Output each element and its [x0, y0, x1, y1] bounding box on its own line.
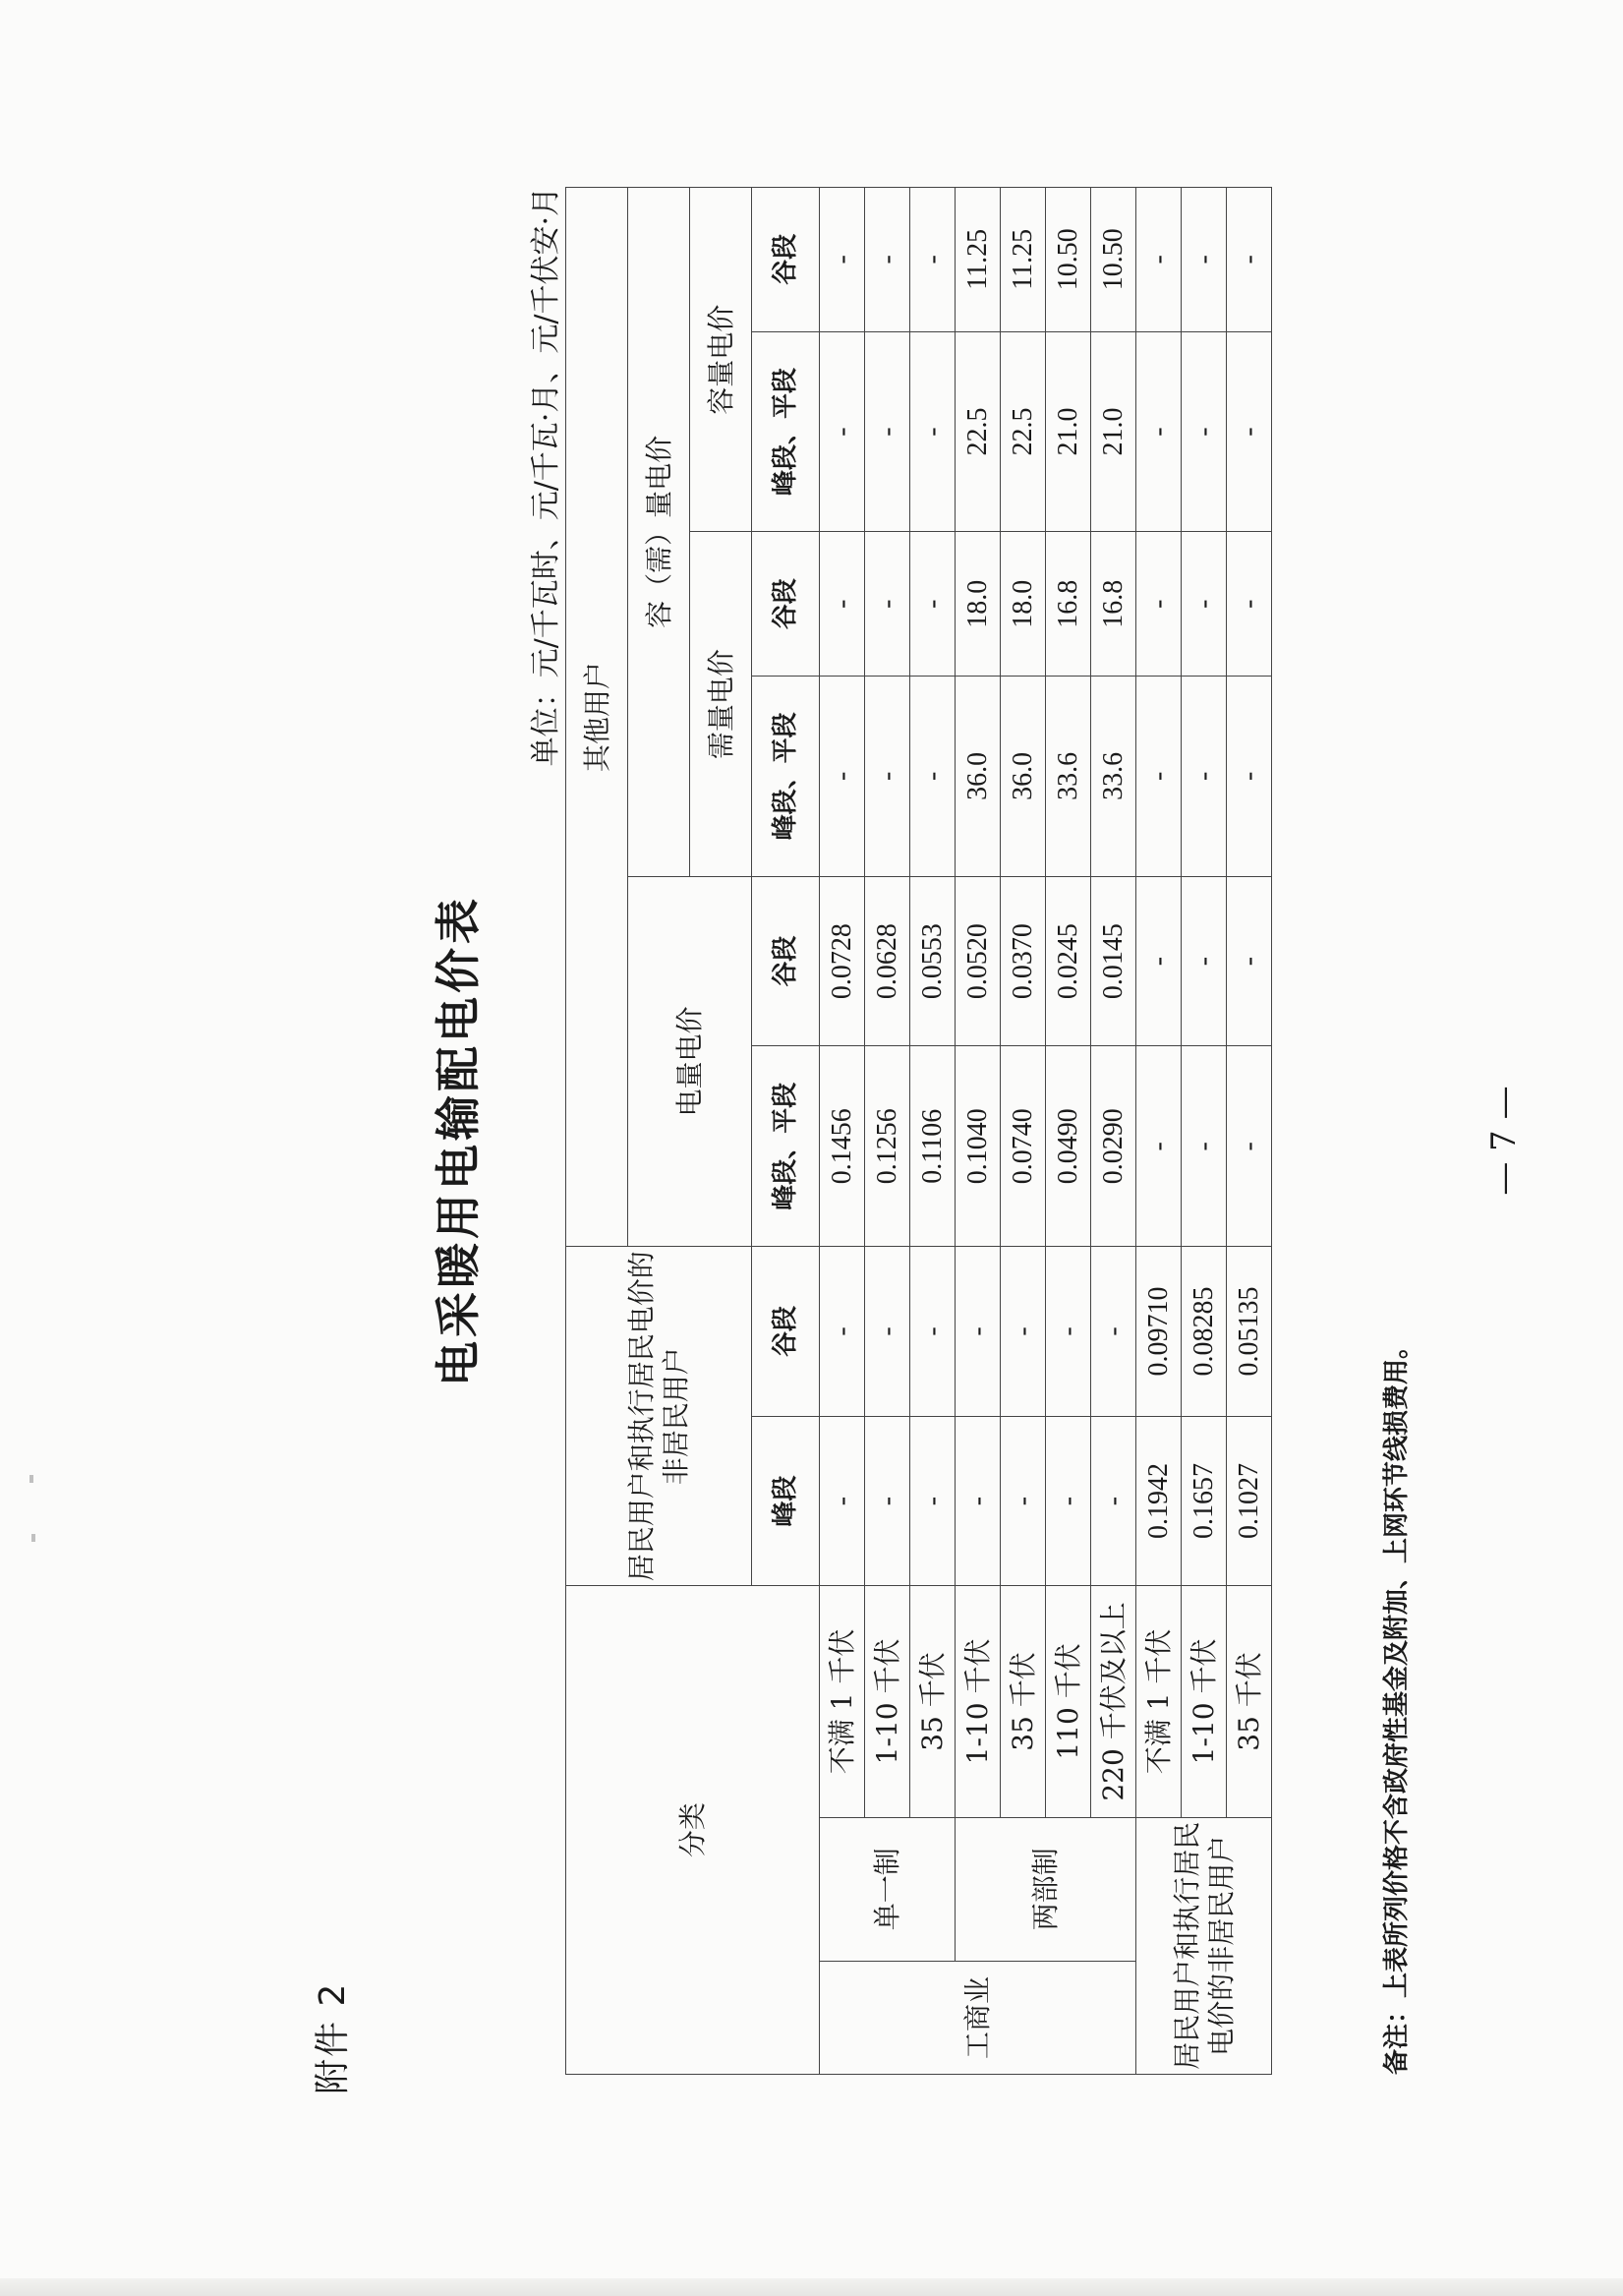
- value-cell-res-valley: -: [910, 1247, 956, 1417]
- value-cell-res-peak: 0.1027: [1227, 1416, 1272, 1586]
- value-cell-res-valley: 0.08285: [1182, 1247, 1227, 1417]
- sub-capacity-peak-flat: 峰段、平段: [752, 331, 820, 532]
- group-industry: 工商业: [820, 1961, 1136, 2074]
- voltage-cell: 35 千伏: [1001, 1586, 1046, 1817]
- attachment-label: 附件 2: [313, 1981, 353, 2094]
- value-cell-c-valley: -: [865, 188, 910, 332]
- value-cell-e-valley: 0.0520: [956, 876, 1001, 1046]
- page-title: 电采暖用电输配电价表: [432, 895, 485, 1386]
- value-cell-d-valley: -: [820, 532, 865, 676]
- value-cell-c-valley: -: [910, 188, 956, 332]
- value-cell-e-valley: -: [1136, 876, 1182, 1046]
- value-cell-d-valley: -: [1136, 532, 1182, 676]
- table-row: [820, 188, 865, 2075]
- value-cell-e-peak: 0.0490: [1046, 1046, 1091, 1247]
- sub-res-peak: 峰段: [752, 1416, 820, 1586]
- value-cell-c-valley: -: [1182, 188, 1227, 332]
- voltage-cell: 1-10 千伏: [865, 1586, 910, 1817]
- table-row: [1136, 188, 1182, 2075]
- value-cell-e-peak: 0.1256: [865, 1046, 910, 1247]
- value-cell-res-peak: -: [1046, 1416, 1091, 1586]
- voltage-cell: 35 千伏: [910, 1586, 956, 1817]
- value-cell-e-peak: 0.1040: [956, 1046, 1001, 1247]
- voltage-cell: 不满 1 千伏: [1136, 1586, 1182, 1817]
- page-number: — 7 —: [1484, 1086, 1524, 1196]
- value-cell-e-valley: -: [1227, 876, 1272, 1046]
- value-cell-res-peak: -: [865, 1416, 910, 1586]
- voltage-cell: 1-10 千伏: [1182, 1586, 1227, 1817]
- value-cell-c-peak: -: [1227, 331, 1272, 532]
- value-cell-res-peak: -: [820, 1416, 865, 1586]
- footnote: 备注：上表所列价格不含政府性基金及附加、上网环节线损费用。: [1382, 1332, 1412, 2075]
- voltage-cell: 1-10 千伏: [956, 1586, 1001, 1817]
- header-category: 分类: [566, 1586, 820, 2075]
- value-cell-d-peak: -: [1136, 676, 1182, 876]
- value-cell-d-peak: 33.6: [1091, 676, 1136, 876]
- value-cell-res-valley: 0.05135: [1227, 1247, 1272, 1417]
- value-cell-c-valley: 10.50: [1091, 188, 1136, 332]
- value-cell-res-valley: -: [865, 1247, 910, 1417]
- value-cell-e-peak: 0.0290: [1091, 1046, 1136, 1247]
- value-cell-res-valley: -: [820, 1247, 865, 1417]
- group-two-part: 两部制: [956, 1817, 1136, 1961]
- group-single-rate: 单一制: [820, 1817, 956, 1961]
- value-cell-c-valley: 11.25: [1001, 188, 1046, 332]
- value-cell-res-valley: -: [1091, 1247, 1136, 1417]
- value-cell-res-valley: -: [1001, 1247, 1046, 1417]
- value-cell-res-peak: 0.1657: [1182, 1416, 1227, 1586]
- value-cell-res-peak: -: [910, 1416, 956, 1586]
- header-capacity-demand: 容（需）量电价: [628, 188, 690, 877]
- table-row: [865, 188, 910, 2075]
- value-cell-c-valley: -: [820, 188, 865, 332]
- value-cell-e-peak: -: [1227, 1046, 1272, 1247]
- sub-demand-valley: 谷段: [752, 532, 820, 676]
- value-cell-d-valley: 18.0: [956, 532, 1001, 676]
- table-row: [956, 188, 1001, 2075]
- sub-demand-peak-flat: 峰段、平段: [752, 676, 820, 876]
- value-cell-d-peak: -: [820, 676, 865, 876]
- value-cell-e-valley: 0.0553: [910, 876, 956, 1046]
- value-cell-res-peak: -: [1001, 1416, 1046, 1586]
- value-cell-e-peak: -: [1182, 1046, 1227, 1247]
- value-cell-e-peak: 0.0740: [1001, 1046, 1046, 1247]
- value-cell-e-valley: 0.0245: [1046, 876, 1091, 1046]
- value-cell-res-peak: -: [1091, 1416, 1136, 1586]
- value-cell-d-valley: 18.0: [1001, 532, 1046, 676]
- value-cell-c-peak: 21.0: [1046, 331, 1091, 532]
- table-row: [1227, 188, 1272, 2075]
- header-demand-price: 需量电价: [690, 532, 752, 876]
- header-resident: 居民用户和执行居民电价的非居民用户: [566, 1247, 752, 1586]
- value-cell-c-peak: 21.0: [1091, 331, 1136, 532]
- unit-note: 单位：元/千瓦时、元/千瓦·月、元/千伏安·月: [529, 187, 563, 767]
- value-cell-e-valley: 0.0628: [865, 876, 910, 1046]
- value-cell-res-valley: -: [956, 1247, 1001, 1417]
- value-cell-res-valley: 0.09710: [1136, 1247, 1182, 1417]
- header-other-users: 其他用户: [566, 188, 628, 1247]
- header-row-1: [566, 188, 628, 2075]
- scan-bottom-edge: [0, 2278, 1623, 2296]
- value-cell-d-valley: -: [910, 532, 956, 676]
- sub-capacity-valley: 谷段: [752, 188, 820, 332]
- value-cell-e-valley: -: [1182, 876, 1227, 1046]
- value-cell-d-peak: -: [865, 676, 910, 876]
- header-capacity-price: 容量电价: [690, 188, 752, 533]
- group-resident: 居民用户和执行居民电价的非居民用户: [1136, 1817, 1272, 2074]
- value-cell-c-valley: 10.50: [1046, 188, 1091, 332]
- sub-energy-valley: 谷段: [752, 876, 820, 1046]
- value-cell-d-peak: 36.0: [956, 676, 1001, 876]
- table-row: [1001, 188, 1046, 2075]
- sub-res-valley: 谷段: [752, 1247, 820, 1417]
- value-cell-d-valley: -: [1227, 532, 1272, 676]
- value-cell-res-peak: 0.1942: [1136, 1416, 1182, 1586]
- table-row: [1046, 188, 1091, 2075]
- table-row: [910, 188, 956, 2075]
- value-cell-c-peak: -: [910, 331, 956, 532]
- value-cell-e-peak: 0.1456: [820, 1046, 865, 1247]
- price-table: [565, 187, 1272, 2075]
- value-cell-res-peak: -: [956, 1416, 1001, 1586]
- value-cell-c-valley: 11.25: [956, 188, 1001, 332]
- value-cell-c-valley: -: [1136, 188, 1182, 332]
- value-cell-e-valley: 0.0370: [1001, 876, 1046, 1046]
- voltage-cell: 不满 1 千伏: [820, 1586, 865, 1817]
- table-row: [1182, 188, 1227, 2075]
- value-cell-c-valley: -: [1227, 188, 1272, 332]
- value-cell-c-peak: 22.5: [1001, 331, 1046, 532]
- voltage-cell: 110 千伏: [1046, 1586, 1091, 1817]
- value-cell-d-valley: 16.8: [1091, 532, 1136, 676]
- value-cell-e-peak: 0.1106: [910, 1046, 956, 1247]
- value-cell-c-peak: -: [820, 331, 865, 532]
- value-cell-e-peak: -: [1136, 1046, 1182, 1247]
- value-cell-d-valley: -: [865, 532, 910, 676]
- value-cell-d-valley: 16.8: [1046, 532, 1091, 676]
- value-cell-d-valley: -: [1182, 532, 1227, 676]
- value-cell-e-valley: 0.0728: [820, 876, 865, 1046]
- voltage-cell: 220 千伏及以上: [1091, 1586, 1136, 1817]
- value-cell-d-peak: -: [1227, 676, 1272, 876]
- value-cell-e-valley: 0.0145: [1091, 876, 1136, 1046]
- value-cell-res-valley: -: [1046, 1247, 1091, 1417]
- voltage-cell: 35 千伏: [1227, 1586, 1272, 1817]
- value-cell-d-peak: 33.6: [1046, 676, 1091, 876]
- value-cell-c-peak: -: [1136, 331, 1182, 532]
- value-cell-c-peak: -: [1182, 331, 1227, 532]
- value-cell-d-peak: -: [910, 676, 956, 876]
- rotated-page: [226, 147, 1524, 2114]
- value-cell-c-peak: 22.5: [956, 331, 1001, 532]
- value-cell-c-peak: -: [865, 331, 910, 532]
- table-row: [1091, 188, 1136, 2075]
- value-cell-d-peak: -: [1182, 676, 1227, 876]
- header-energy-price: 电量电价: [628, 876, 752, 1246]
- value-cell-d-peak: 36.0: [1001, 676, 1046, 876]
- sub-energy-peak-flat: 峰段、平段: [752, 1046, 820, 1247]
